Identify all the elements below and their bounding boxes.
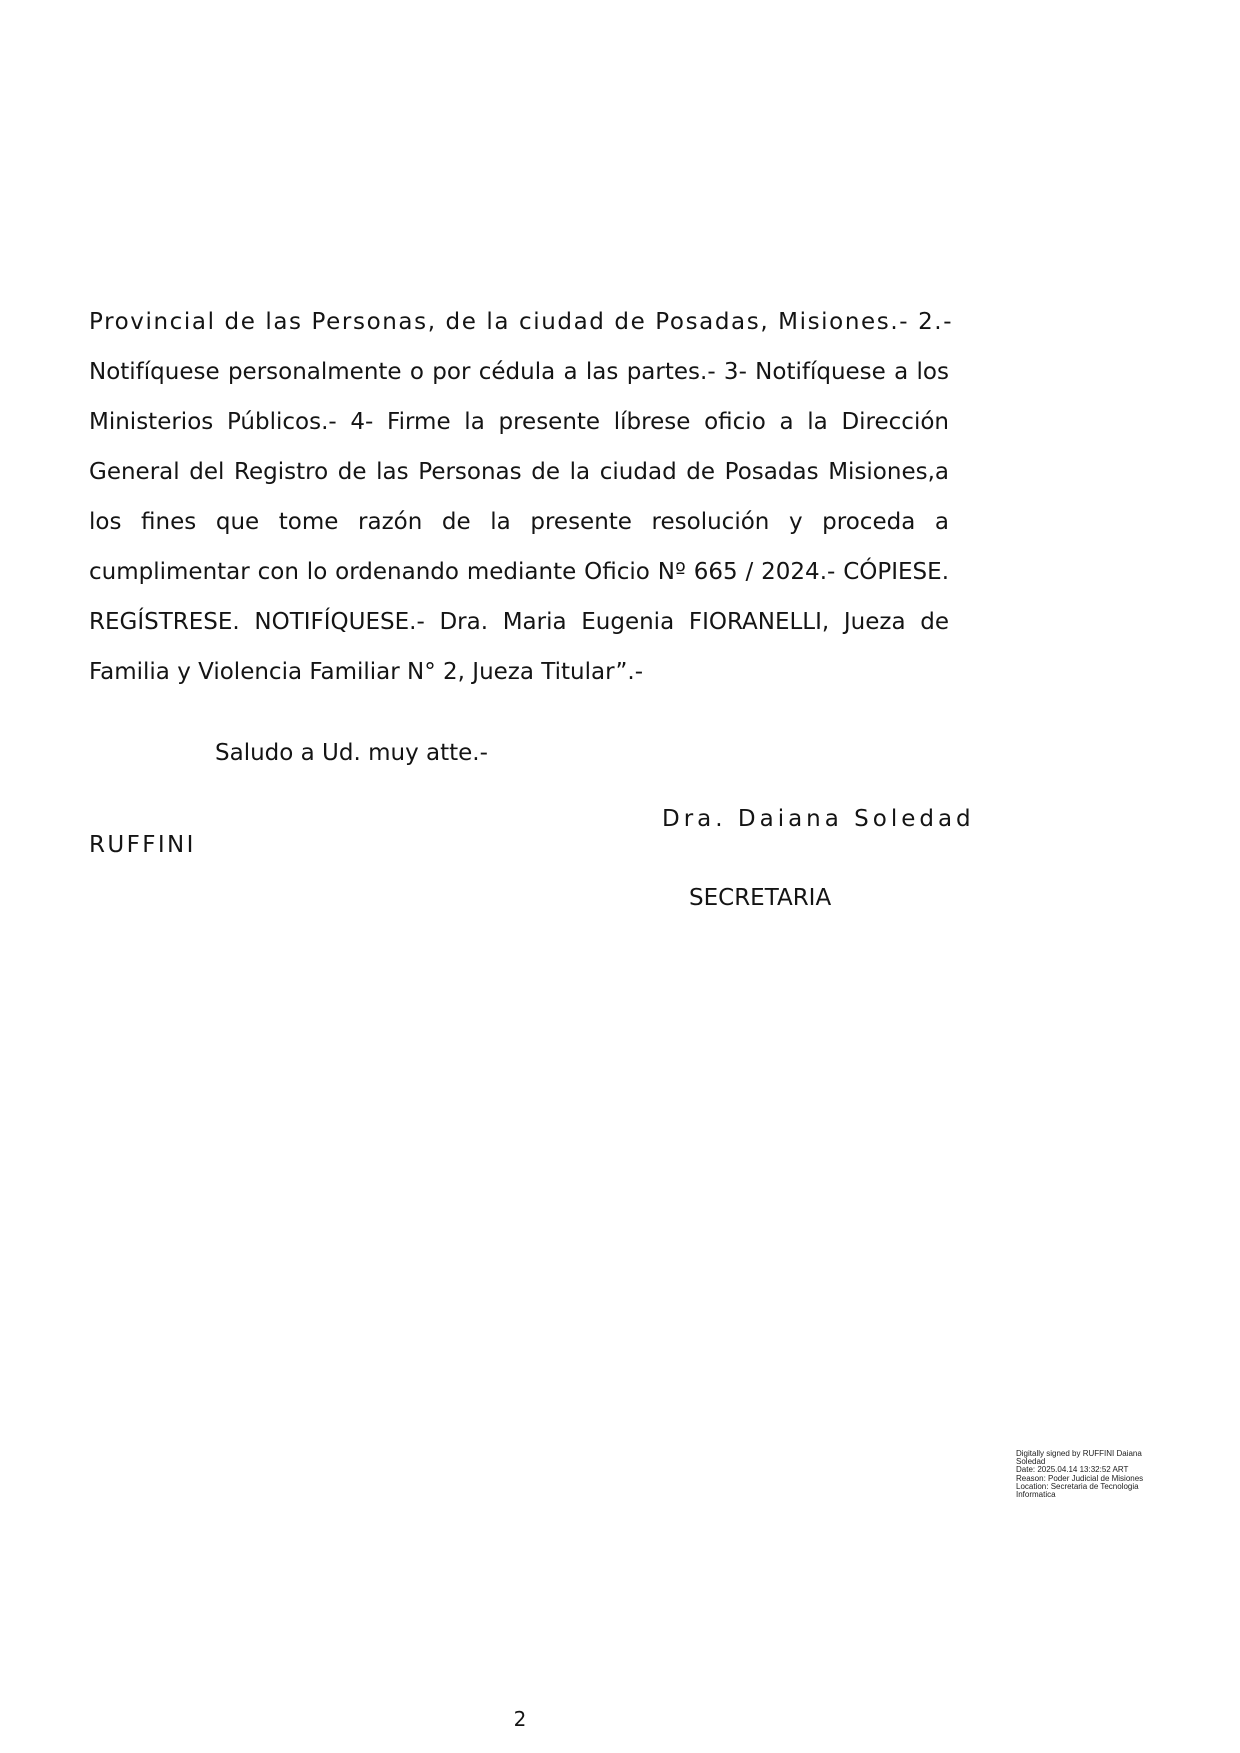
signature-surname: RUFFINI	[89, 832, 196, 858]
body-line: Notifíquese personalmente o por cédula a las partes.- 3- Notifíquese a los	[89, 359, 949, 385]
stamp-line: Reason: Poder Judicial de Misiones	[1016, 1473, 1144, 1483]
stamp-line: Digitally signed by RUFFINI Daiana	[1016, 1449, 1142, 1458]
stamp-line: Informatica	[1016, 1490, 1056, 1500]
closing-salutation: Saludo a Ud. muy atte.-	[215, 740, 488, 766]
body-line: REGÍSTRESE. NOTIFÍQUESE.- Dra. Maria Eugenia FIORANELLI, Jueza de	[89, 609, 949, 635]
body-line: Familia y Violencia Familiar N° 2, Jueza Titular”.-	[89, 659, 644, 685]
stamp-line: Soledad	[1016, 1457, 1046, 1467]
signature-name: Dra. Daiana Soledad	[662, 806, 975, 832]
body-line: Provincial de las Personas, de la ciudad de Posadas, Misiones.- 2.-	[89, 309, 954, 335]
body-line: los fines que tome razón de la presente resolución y proceda a	[89, 509, 949, 535]
page-number: 2	[513, 1707, 527, 1731]
signature-title: SECRETARIA	[689, 885, 832, 911]
stamp-line: Location: Secretaria de Tecnologia	[1016, 1481, 1139, 1491]
body-line: Ministerios Públicos.- 4- Firme la presente líbrese oficio a la Dirección	[89, 409, 949, 435]
body-line: cumplimentar con lo ordenando mediante Oficio Nº 665 / 2024.- CÓPIESE.	[89, 559, 949, 585]
digital-signature-stamp	[1016, 1450, 1156, 1499]
stamp-line: Date: 2025.04.14 13:32:52 ART	[1016, 1465, 1129, 1475]
body-line: General del Registro de las Personas de la ciudad de Posadas Misiones,a	[89, 459, 949, 485]
